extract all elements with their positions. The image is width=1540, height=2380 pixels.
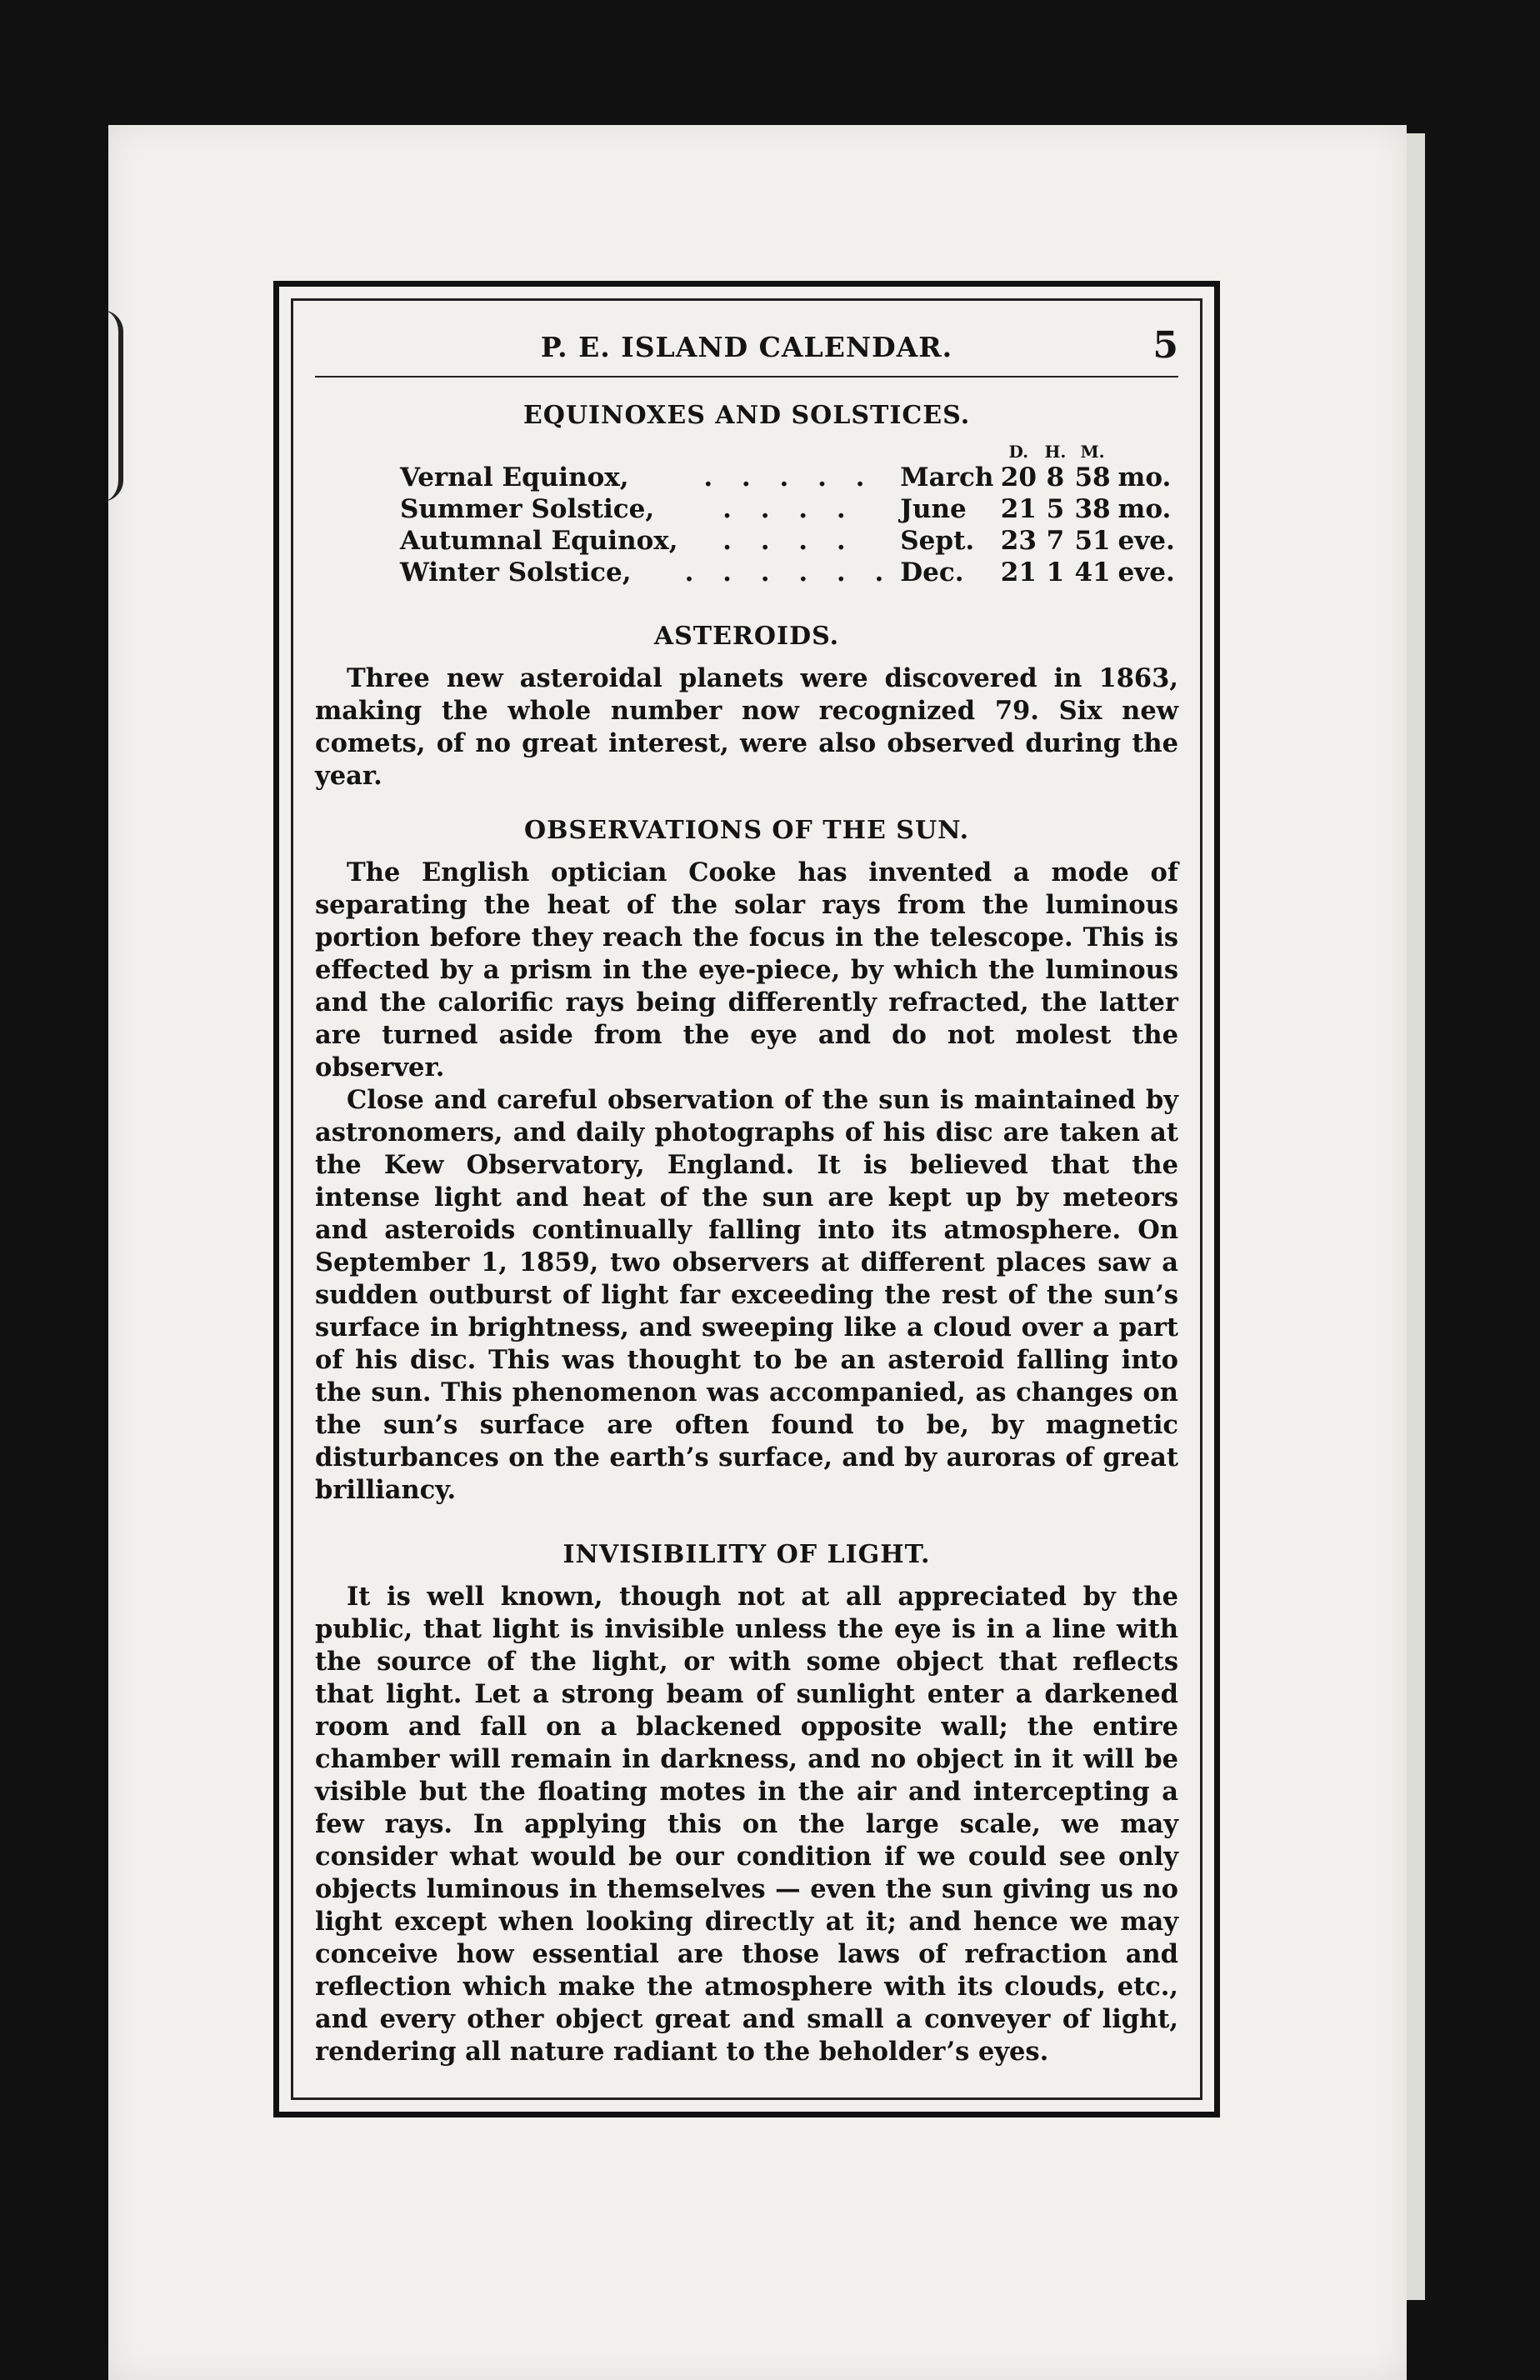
table-row [397,493,1178,525]
table-row [397,557,1178,588]
event-day: 23 [1000,526,1037,556]
running-title: P. E. ISLAND CALENDAR. [540,331,953,363]
page-edge [1407,133,1425,2300]
event-period: mo. [1118,494,1172,524]
event-month: March [900,462,994,492]
event-period: eve. [1118,558,1175,588]
asteroids-paragraph: Three new asteroidal planets were discovered in 1863, making the whole number now recognized 79. Six new comets, of no great interest, were also observed during the year. [315,663,1178,791]
event-hour: 5 [1046,494,1065,524]
page-number: 5 [1152,324,1178,367]
event-name: Vernal Equinox, [400,462,629,492]
light-paragraph: It is well known, though not at all appreciated by the public, that light is invisible unless the eye is in a line with the source of the light, or with some object that reflects that light. Let a strong beam of sunlight enter a darkened room and fall on a blackened opposite wall; the entire chamber will remain in darkness, and no object in it will be visible but the floating motes in the air and intercepting a few rays. In applying this on the large scale, we may consider what would be our condition if we could see only objects luminous in themselves — even the sun giving us no light except when looking directly at it; and hence we may conceive how essential are those laws of refraction and reflection which make the atmosphere with its clouds, etc., and every other object great and small a conveyer of light, rendering all nature radiant to the beholder’s eyes. [315,1582,1178,2067]
event-period: eve. [1118,526,1175,556]
event-period: mo. [1118,462,1172,492]
equinoxes-table [397,442,1178,588]
event-name: Summer Solstice, [400,494,655,524]
column-header-days: D. [1008,442,1029,462]
equinoxes-table-header [397,442,1178,462]
binding-mark [102,310,123,502]
running-head [315,324,1178,378]
event-day: 21 [1000,494,1037,524]
event-day: 20 [1000,462,1037,492]
leader-dots: . . . . . [703,462,875,492]
event-minute: 41 [1074,558,1111,588]
event-hour: 7 [1046,526,1065,556]
light-heading: INVISIBILITY OF LIGHT. [562,1540,931,1569]
leader-dots: . . . . . . [684,558,894,588]
event-month: Dec. [900,558,964,588]
event-hour: 8 [1046,462,1065,492]
event-name: Winter Solstice, [400,558,632,588]
sun-paragraph-1: The English optician Cooke has invented a mode of separating the heat of the solar rays from the luminous portion before they reach the focus in the telescope. This is effected by a prism in the eye-piece, by which the luminous and the calorific rays being differently refracted, the latter are turned aside from the eye and do not molest the observer. [315,858,1178,1082]
column-header-hours: H. [1044,442,1067,462]
event-hour: 1 [1046,558,1065,588]
leader-dots: . . . . [722,494,856,524]
event-day: 21 [1000,558,1037,588]
page-border [273,281,1220,2118]
event-minute: 38 [1074,494,1111,524]
event-minute: 51 [1074,526,1111,556]
sun-paragraph-2: Close and careful observation of the sun is maintained by astronomers, and daily photographs of his disc are taken at the Kew Observatory, England. It is believed that the intense light and heat of the sun are kept up by meteors and asteroids continually falling into its atmosphere. On September 1, 1859, two observers at different places saw a sudden outburst of light far exceeding the rest of the sun’s surface in brightness, and sweeping like a cloud over a part of his disc. This was thought to be an asteroid falling into the sun. This phenomenon was accompanied, as changes on the sun’s surface are often found to be, by magnetic disturbances on the earth’s surface, and by auroras of great brilliancy. [315,1085,1178,1505]
event-month: Sept. [900,526,975,556]
equinoxes-heading: EQUINOXES AND SOLSTICES. [522,401,971,430]
asteroids-heading: ASTEROIDS. [653,622,840,651]
leader-dots: . . . . [722,526,856,556]
event-minute: 58 [1074,462,1111,492]
page-content [291,298,1202,2100]
column-header-minutes: M. [1080,442,1105,462]
sun-heading: OBSERVATIONS OF THE SUN. [523,816,970,845]
table-row [397,462,1178,493]
event-name: Autumnal Equinox, [400,526,678,556]
table-row [397,525,1178,557]
event-month: June [900,494,967,524]
